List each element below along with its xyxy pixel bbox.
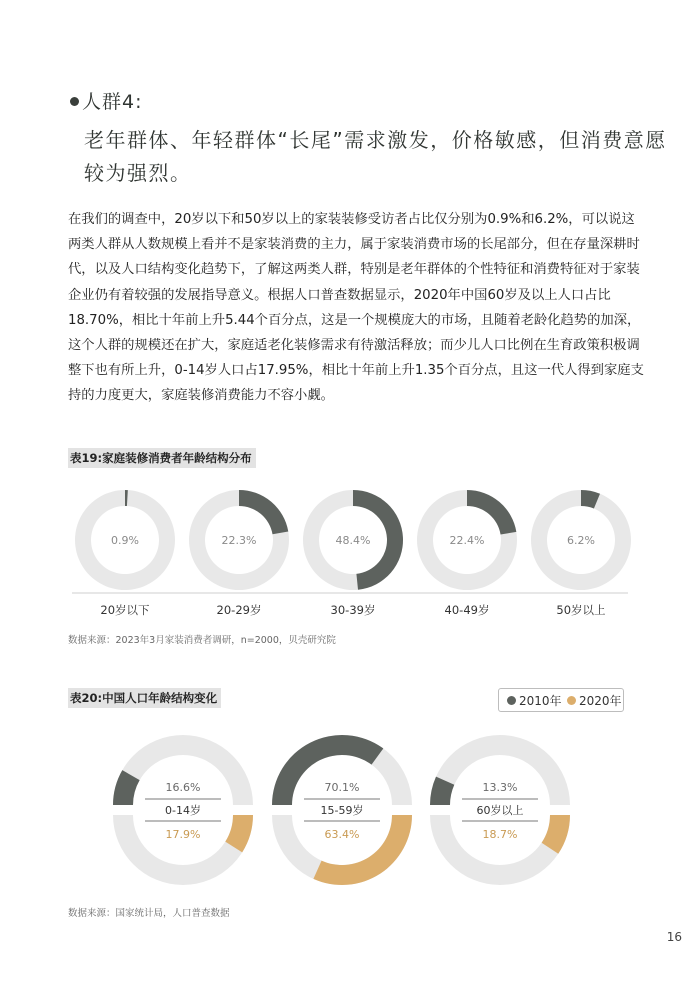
category-label: 40-49岁 [444,603,490,617]
legend-2020-swatch [567,696,576,705]
donut-segment [467,490,516,534]
bullet-icon [70,97,79,106]
age-distribution-chart [0,470,700,630]
population-structure-chart [0,715,700,905]
body-line: 这个人群的规模还在扩大，家庭适老化装修需求有待激活释放；而少儿人口比例在生育政策积极调 [68,338,640,354]
category-label: 30-39岁 [330,603,376,617]
donut-segment [239,490,288,534]
page-number: 16 [666,930,682,944]
body-line: 代，以及人口结构变化趋势下，了解这两类人群，特别是老年群体的个性特征和消费特征对于家装 [68,262,640,278]
donut-segment-2020 [313,815,412,885]
value-label-2020: 17.9% [165,828,201,841]
value-label-2020: 18.7% [482,828,518,841]
chart20-label: 表20:中国人口年龄结构变化 [68,688,221,708]
value-label-2010: 70.1% [324,781,360,794]
body-line: 持的力度更大，家庭装修消费能力不容小觑。 [68,388,334,404]
category-label: 20岁以下 [100,603,150,617]
body-line: 企业仍有着较强的发展指导意义。根据人口普查数据显示，2020年中国60岁及以上人口占比 [68,287,611,303]
body-line: 18.70%，相比十年前上升5.44个百分点，这是一个规模庞大的市场，且随着老龄化趋势的加深， [68,312,641,328]
donut-value-label: 22.3% [221,534,257,547]
category-label: 60岁以上 [476,804,524,817]
body-line: 整下也有所上升，0-14岁人口占17.95%，相比十年前上升1.35个百分点，且这一代人得到家庭支 [68,363,644,379]
chart20-legend [498,688,624,712]
section-label: 人群4: [82,91,143,113]
headline-line-1: 老年群体、年轻群体“长尾”需求激发，价格敏感，但消费意愿 [84,128,667,152]
headline-line-2: 较为强烈。 [84,161,192,185]
chart20-source: 数据来源：国家统计局，人口普查数据 [68,908,230,919]
donut-value-label: 48.4% [335,534,371,547]
body-line: 在我们的调查中，20岁以下和50岁以上的家装装修受访者占比仅分别为0.9%和6.2%，可以说这 [68,212,635,227]
legend-2020-label: 2020年 [579,694,622,708]
value-label-2020: 63.4% [324,828,360,841]
legend-2010-label: 2010年 [519,694,562,708]
category-label: 20-29岁 [216,603,262,617]
chart19-label: 表19:家庭装修消费者年龄结构分布 [68,448,256,468]
category-label: 15-59岁 [320,804,364,817]
category-label: 0-14岁 [165,804,201,817]
value-label-2010: 16.6% [165,781,201,794]
category-label: 50岁以上 [556,603,606,617]
donut-value-label: 22.4% [449,534,485,547]
chart19-source: 数据来源：2023年3月家装消费者调研，n=2000，贝壳研究院 [68,635,336,646]
donut-value-label: 6.2% [567,534,595,547]
donut-segment-2010 [272,735,383,805]
body-line: 两类人群从人数规模上看并不是家装消费的主力，属于家装消费市场的长尾部分，但在存量深耕时 [68,237,640,253]
body-paragraph [68,207,644,409]
value-label-2010: 13.3% [482,781,518,794]
donut-value-label: 0.9% [111,534,139,547]
legend-2010-swatch [507,696,516,705]
